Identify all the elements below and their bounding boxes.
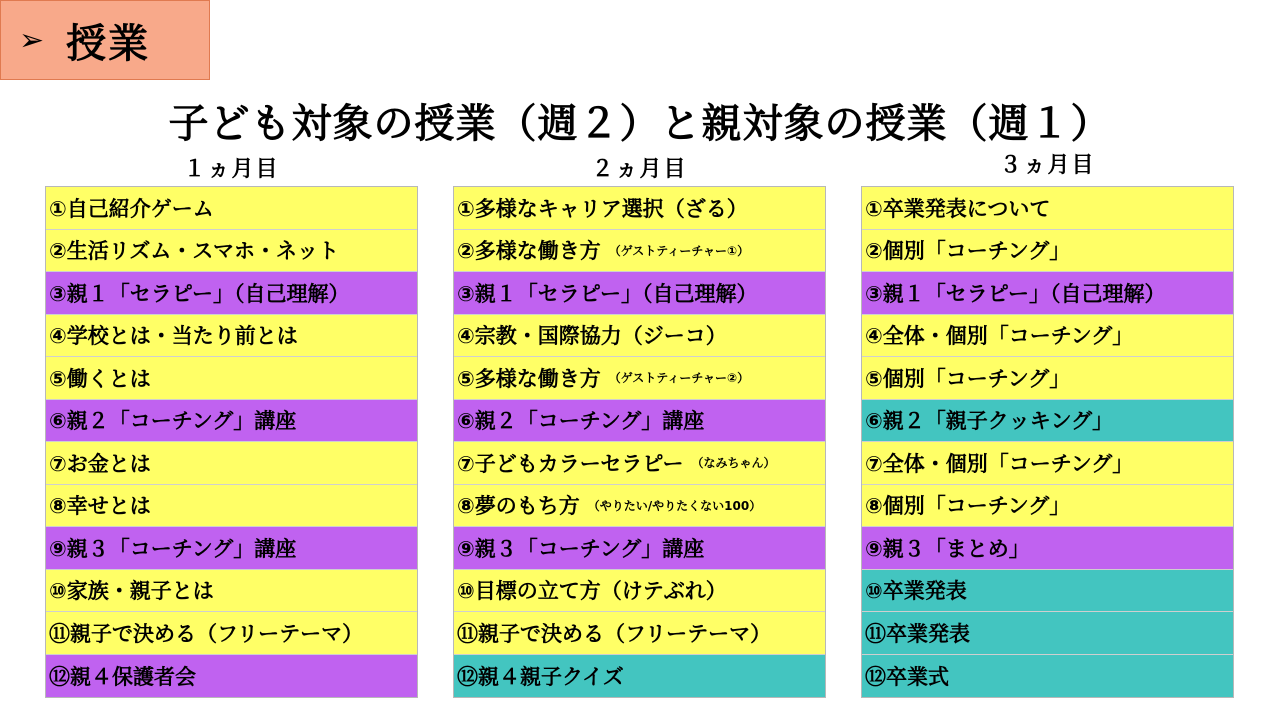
section-header xyxy=(0,0,210,80)
column-label-month-2: ２ヵ月目 xyxy=(591,157,688,182)
schedule-row xyxy=(454,272,825,315)
schedule-row xyxy=(862,612,1233,655)
lesson-title: ⑪親子で決める（フリーテーマ） xyxy=(457,621,772,646)
schedule-row xyxy=(46,315,417,358)
lesson-title: ④全体・個別「コーチング」 xyxy=(865,324,1134,349)
schedule-row xyxy=(454,400,825,443)
lesson-title: ③親１「セラピー」（自己理解） xyxy=(457,281,758,306)
lesson-title: ⑩目標の立て方（けテぶれ） xyxy=(457,579,727,604)
lesson-title: ⑩家族・親子とは xyxy=(49,579,214,604)
schedule-row xyxy=(46,187,417,230)
schedule-row xyxy=(454,357,825,400)
schedule-row xyxy=(46,230,417,273)
schedule-row xyxy=(862,570,1233,613)
schedule-row xyxy=(46,570,417,613)
schedule-row xyxy=(862,527,1233,570)
schedule-row xyxy=(454,655,825,698)
schedule-column-month-2 xyxy=(453,186,826,698)
schedule-row xyxy=(454,527,825,570)
schedule-row xyxy=(454,187,825,230)
lesson-note: （なみちゃん） xyxy=(691,456,776,471)
schedule-row xyxy=(46,527,417,570)
schedule-row xyxy=(454,612,825,655)
lesson-title: ⑧個別「コーチング」 xyxy=(865,494,1071,519)
lesson-title: ⑦お金とは xyxy=(49,451,151,476)
schedule-row xyxy=(862,400,1233,443)
schedule-row xyxy=(46,485,417,528)
page-title: 子ども対象の授業（週２）と親対象の授業（週１） xyxy=(168,101,1112,147)
schedule-row xyxy=(454,315,825,358)
schedule-row xyxy=(454,230,825,273)
lesson-title: ③親１「セラピー」（自己理解） xyxy=(865,281,1166,306)
schedule-row xyxy=(46,400,417,443)
lesson-title: ⑧幸せとは xyxy=(49,494,151,519)
lesson-note: （やりたい/やりたくない100） xyxy=(587,498,762,513)
lesson-title: ⑥親２「コーチング」講座 xyxy=(457,409,705,434)
schedule-row xyxy=(862,357,1233,400)
schedule-column-month-1 xyxy=(45,186,418,698)
lesson-note: （ゲストティーチャー②） xyxy=(608,371,750,386)
schedule-row xyxy=(862,485,1233,528)
column-label-month-3: ３ヵ月目 xyxy=(999,153,1096,178)
lesson-title: ⑨親３「コーチング」講座 xyxy=(49,536,297,561)
column-label-month-1: １ヵ月目 xyxy=(183,157,280,182)
lesson-note: （ゲストティーチャー①） xyxy=(608,243,750,258)
arrow-bullet-icon: ➢ xyxy=(19,22,45,58)
schedule-column-month-3 xyxy=(861,186,1234,698)
schedule-row xyxy=(862,272,1233,315)
lesson-title: ⑤働くとは xyxy=(49,366,151,391)
lesson-title: ②多様な働き方 xyxy=(457,239,601,264)
schedule-row xyxy=(862,442,1233,485)
schedule-row xyxy=(46,655,417,698)
lesson-title: ⑤個別「コーチング」 xyxy=(865,366,1071,391)
lesson-title: ①卒業発表について xyxy=(865,196,1051,221)
schedule-row xyxy=(862,655,1233,698)
lesson-title: ⑫卒業式 xyxy=(865,664,949,689)
schedule-row xyxy=(46,442,417,485)
lesson-title: ⑥親２「親子クッキング」 xyxy=(865,409,1114,434)
schedule-row xyxy=(862,315,1233,358)
lesson-title: ③親１「セラピー」（自己理解） xyxy=(49,281,350,306)
schedule-row xyxy=(46,612,417,655)
lesson-title: ⑨親３「コーチング」講座 xyxy=(457,536,705,561)
section-title: 授業 xyxy=(66,20,151,67)
lesson-title: ⑧夢のもち方 xyxy=(457,494,580,519)
lesson-title: ⑪親子で決める（フリーテーマ） xyxy=(49,621,364,646)
schedule-row xyxy=(46,272,417,315)
lesson-title: ②生活リズム・スマホ・ネット xyxy=(49,239,339,264)
schedule-row xyxy=(862,230,1233,273)
lesson-title: ⑤多様な働き方 xyxy=(457,366,601,391)
schedule-row xyxy=(454,570,825,613)
lesson-title: ②個別「コーチング」 xyxy=(865,239,1071,264)
lesson-title: ⑪卒業発表 xyxy=(865,621,970,646)
lesson-title: ①多様なキャリア選択（ざる） xyxy=(457,196,748,221)
lesson-title: ⑥親２「コーチング」講座 xyxy=(49,409,297,434)
lesson-title: ⑩卒業発表 xyxy=(865,579,967,604)
lesson-title: ④宗教・国際協力（ジーコ） xyxy=(457,324,727,349)
schedule-row xyxy=(454,442,825,485)
lesson-title: ⑦子どもカラーセラピー xyxy=(457,451,684,476)
lesson-title: ⑨親３「まとめ」 xyxy=(865,536,1030,561)
schedule-row xyxy=(862,187,1233,230)
lesson-title: ⑫親４保護者会 xyxy=(49,664,196,689)
schedule-row xyxy=(454,485,825,528)
schedule-row xyxy=(46,357,417,400)
lesson-title: ⑫親４親子クイズ xyxy=(457,664,624,689)
lesson-title: ④学校とは・当たり前とは xyxy=(49,324,298,349)
lesson-title: ⑦全体・個別「コーチング」 xyxy=(865,451,1134,476)
lesson-title: ①自己紹介ゲーム xyxy=(49,196,214,221)
